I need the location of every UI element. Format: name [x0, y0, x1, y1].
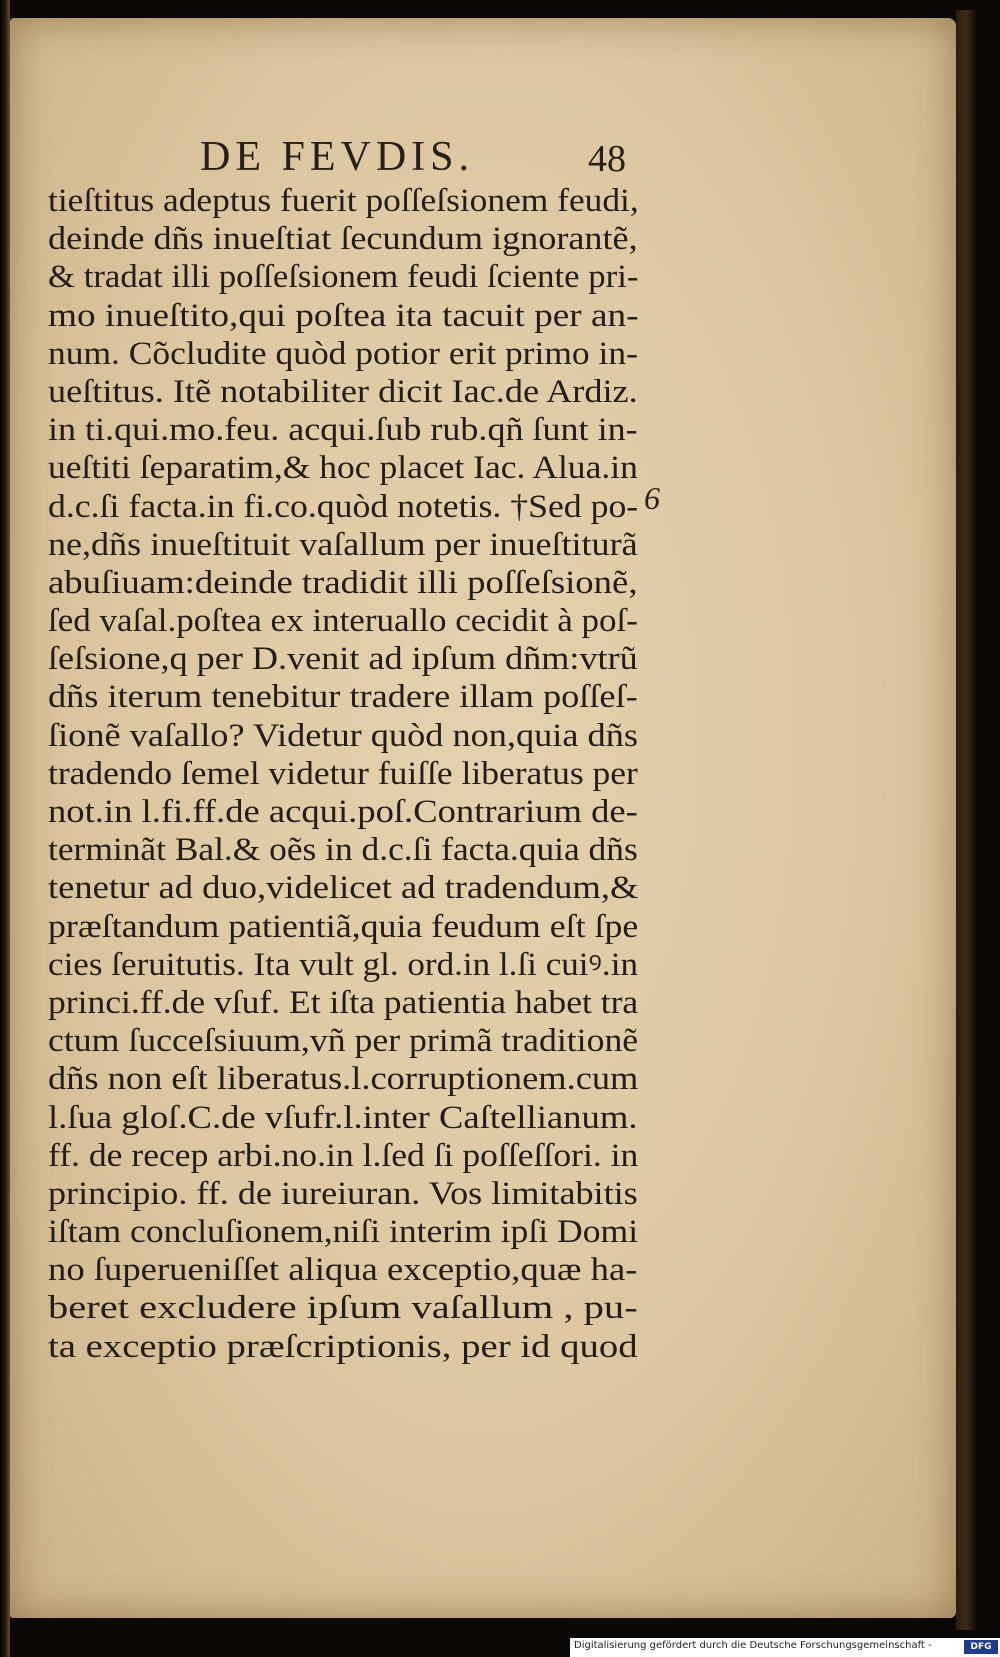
text-line: deinde dñs inueſtiat ſecundum ignorantẽ,: [48, 221, 638, 258]
text-line: num. Cõcludite quòd potior erit primo in-: [48, 335, 638, 372]
page-number: 48: [588, 138, 626, 180]
text-line: ſed vaſal.poſtea ex interuallo cecidit à poſ-: [48, 603, 638, 640]
text-line: ta exceptio præſcriptionis, per id quod: [48, 1328, 638, 1365]
dfg-logo: DFG: [964, 1640, 998, 1654]
text-line: & tradat illi poſſeſsionem feudi ſciente pri-: [48, 259, 639, 296]
text-line: tieſtitus adeptus fuerit poſſeſsionem feudi,: [48, 183, 639, 219]
running-head: DE FEVDIS.: [200, 134, 475, 180]
text-line: ne,dñs inueſtituit vaſallum per inueſtiturã: [48, 526, 638, 563]
text-line: principio. ff. de iureiuran. Vos limitabitis: [48, 1175, 638, 1212]
text-line: ctum ſucceſsiuum,vñ per primã traditionẽ: [48, 1023, 639, 1060]
text-line: l.ſua gloſ.C.de vſufr.l.inter Caſtellianum.: [48, 1099, 638, 1136]
footer-text: Digitalisierung gefördert durch die Deutsche Forschungsgemeinschaft -: [574, 1640, 932, 1651]
text-line: ff. de recep arbi.no.in l.ſed ſi poſſeſſori. in: [48, 1137, 639, 1174]
text-line: princi.ff.de vſuf. Et iſta patientia habet tra: [48, 984, 639, 1021]
text-line: d.c.ſi facta.in fi.co.quòd notetis. †Sed po-: [48, 488, 639, 525]
page-header: [200, 130, 670, 184]
body-text: [48, 182, 648, 1366]
margin-note: 6: [644, 480, 660, 516]
book-spine: [0, 0, 10, 1657]
text-line: tenetur ad duo,videlicet ad tradendum,&: [48, 870, 639, 907]
text-line: abuſiuam:deinde tradidit illi poſſeſsionẽ,: [48, 564, 638, 601]
text-line: iſtam concluſionem,niſi interim ipſi Domi: [48, 1214, 639, 1251]
text-line: terminãt Bal.& oẽs in d.c.ſi facta.quia dñs: [48, 832, 638, 869]
text-line: dñs iterum tenebitur tradere illam poſſeſ-: [48, 679, 638, 716]
text-line: tradendo ſemel videtur fuiſſe liberatus per: [48, 755, 638, 792]
text-line: ſionẽ vaſallo? Videtur quòd non,quia dñs: [48, 717, 639, 754]
text-line: mo inueſtito,qui poſtea ita tacuit per an-: [48, 297, 639, 334]
text-line: not.in l.fi.ff.de acqui.poſ.Contrarium de-: [48, 794, 638, 830]
text-line: ueſtiti ſeparatim,& hoc placet Iac. Alua.in: [48, 450, 638, 487]
text-line: ſeſsione,q per D.venit ad ipſum dñm:vtrũ: [48, 641, 638, 678]
text-line: ueſtitus. Itẽ notabiliter dicit Iac.de Ardiz.: [48, 373, 638, 410]
text-line: in ti.qui.mo.feu. acqui.ſub rub.qñ ſunt in-: [48, 412, 638, 449]
text-line: beret excludere ipſum vaſallum , pu-: [48, 1290, 638, 1327]
page-edge: [956, 10, 976, 1630]
text-line: no ſuperueniſſet aliqua exceptio,quæ ha-: [48, 1252, 638, 1289]
text-line: dñs non eſt liberatus.l.corruptionem.cum: [48, 1061, 639, 1098]
footer-bar: [570, 1638, 1000, 1657]
text-line: cies ſeruitutis. Ita vult gl. ord.in l.ſi cuiꝰ.in: [48, 946, 638, 983]
text-line: præſtandum patientiã,quia feudum eſt ſpe: [48, 908, 639, 945]
book-page: [10, 18, 956, 1618]
